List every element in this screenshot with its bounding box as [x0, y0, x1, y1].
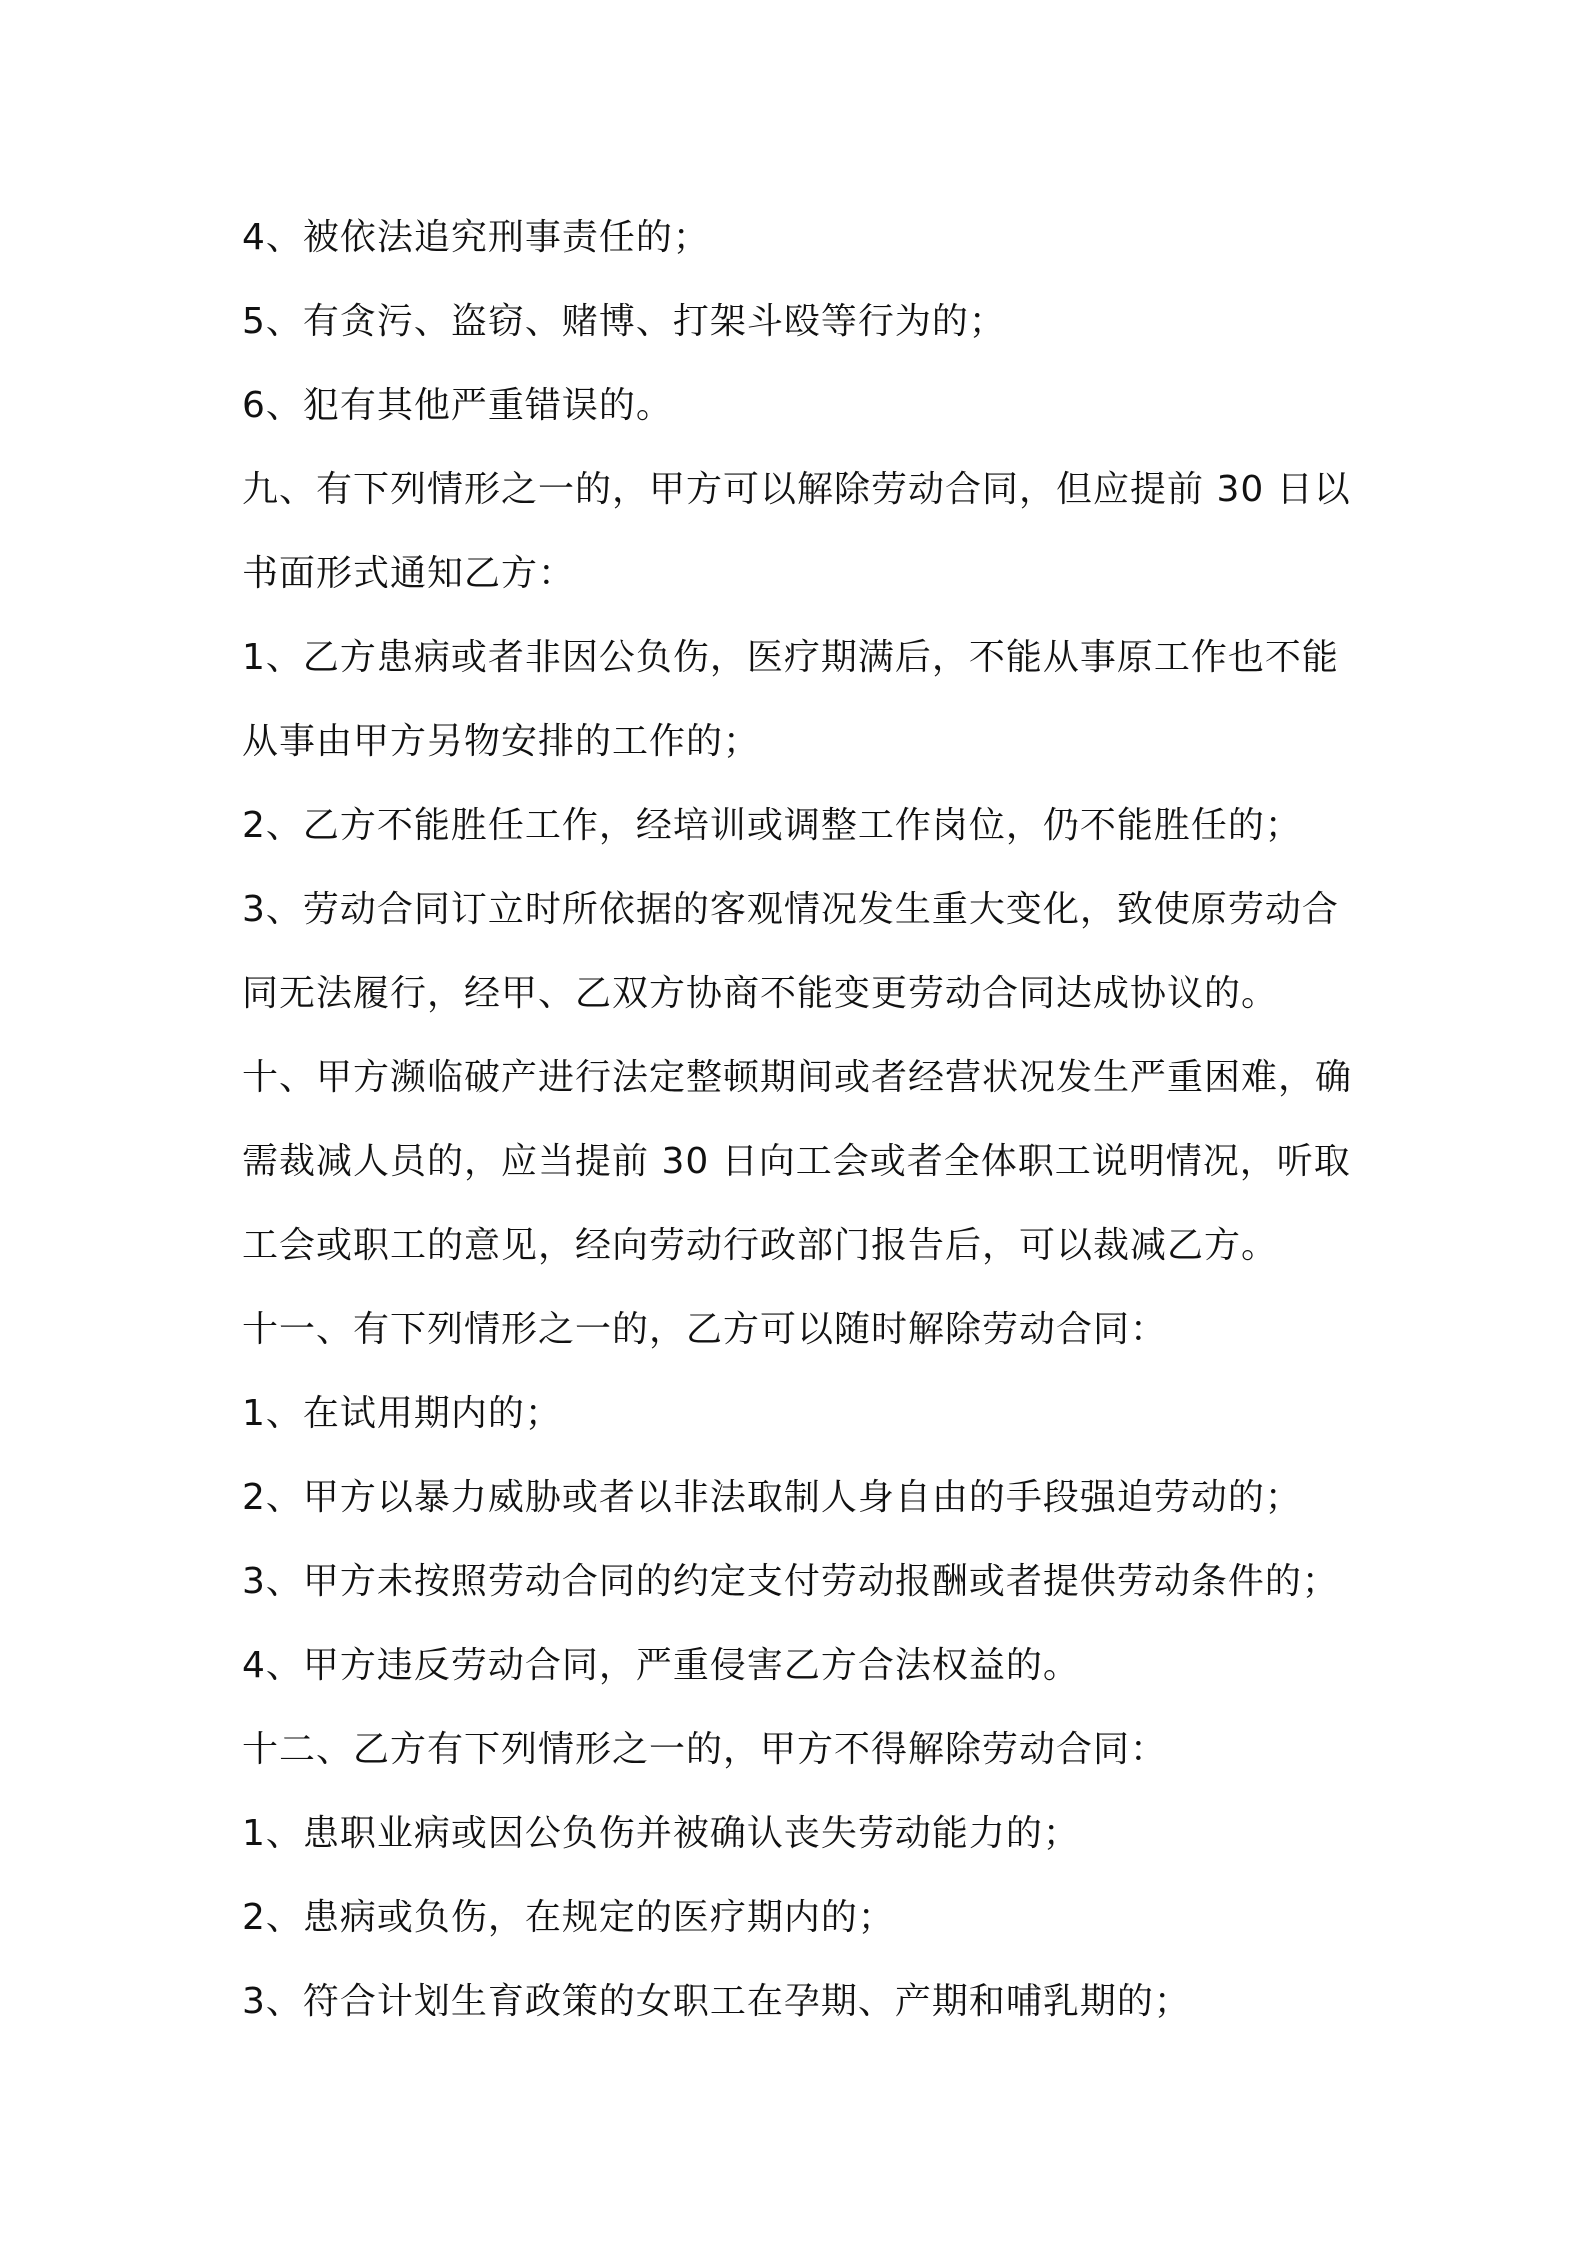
text-line: 工会或职工的意见，经向劳动行政部门报告后，可以裁减乙方。 [242, 1225, 1279, 1266]
text-line: 同无法履行，经甲、乙双方协商不能变更劳动合同达成协议的。 [242, 973, 1279, 1014]
text-line: 3、劳动合同订立时所依据的客观情况发生重大变化，致使原劳动合 [242, 889, 1339, 930]
text-line: 从事由甲方另物安排的工作的； [242, 721, 761, 762]
text-line: 2、乙方不能胜任工作，经培训或调整工作岗位，仍不能胜任的； [242, 805, 1302, 846]
text-line: 十二、乙方有下列情形之一的，甲方不得解除劳动合同： [242, 1729, 1168, 1770]
text-line: 3、符合计划生育政策的女职工在孕期、产期和哺乳期的； [242, 1981, 1191, 2022]
text-line: 2、患病或负伤，在规定的医疗期内的； [242, 1897, 895, 1938]
text-line: 2、甲方以暴力威胁或者以非法取制人身自由的手段强迫劳动的； [242, 1477, 1302, 1518]
text-line: 九、有下列情形之一的，甲方可以解除劳动合同，但应提前 30 日以 [242, 469, 1351, 510]
document-body [242, 196, 1357, 2044]
text-line: 5、有贪污、盗窃、赌博、打架斗殴等行为的； [242, 301, 1006, 342]
text-line: 十一、有下列情形之一的，乙方可以随时解除劳动合同： [242, 1309, 1168, 1350]
text-line: 4、被依法追究刑事责任的； [242, 217, 710, 258]
text-line: 需裁减人员的，应当提前 30 日向工会或者全体职工说明情况，听取 [242, 1141, 1351, 1182]
text-line: 4、甲方违反劳动合同，严重侵害乙方合法权益的。 [242, 1645, 1080, 1686]
text-line: 1、乙方患病或者非因公负伤，医疗期满后，不能从事原工作也不能 [242, 637, 1339, 678]
text-line: 1、患职业病或因公负伤并被确认丧失劳动能力的； [242, 1813, 1080, 1854]
text-line: 十、甲方濒临破产进行法定整顿期间或者经营状况发生严重困难，确 [242, 1057, 1353, 1098]
text-line: 书面形式通知乙方： [242, 553, 576, 594]
text-line: 3、甲方未按照劳动合同的约定支付劳动报酬或者提供劳动条件的； [242, 1561, 1339, 1602]
text-line: 6、犯有其他严重错误的。 [242, 385, 673, 426]
text-line: 1、在试用期内的； [242, 1393, 562, 1434]
